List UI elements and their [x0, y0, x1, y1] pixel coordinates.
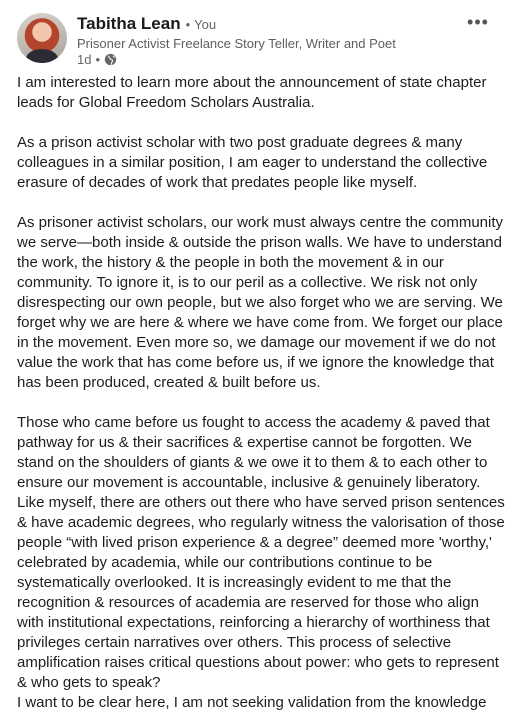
post-text-line: pathway for us & their sacrifices & expertise cannot be forgotten. We — [17, 434, 472, 451]
post-text-line: Those who came before us fought to access the academy & paved that — [17, 414, 490, 431]
post-text-line: ensure our movement is accountable, inclusive & genuinely liberatory. — [17, 474, 481, 491]
post-text-line: people “with lived prison experience & a degree” deemed more 'worthy,' — [17, 534, 492, 551]
post-text-line: As a prison activist scholar with two post graduate degrees & many — [17, 134, 463, 151]
post-text-line: & have academic degrees, who regularly witness the valorisation of those — [17, 514, 505, 531]
post-text-line: disrespecting our own people, but we also forget who we are serving. We — [17, 294, 503, 311]
post-body — [17, 73, 505, 714]
post-text-line: & who gets to speak? — [17, 674, 161, 691]
post-paragraph — [17, 693, 497, 713]
author-avatar[interactable] — [17, 13, 67, 63]
post-text-line: we serve—both inside & outside the prison walls. We have to understand — [17, 234, 502, 251]
post-meta — [77, 52, 117, 67]
post-text-line: has been produced, created & built before us. — [17, 374, 321, 391]
post-text-line: erasure of decades of work that predates people like myself. — [17, 174, 418, 191]
post-text-line: As prisoner activist scholars, our work must always centre the community — [17, 214, 503, 231]
post-text-line: the work, the history & the people in both the movement & in our — [17, 254, 444, 271]
author-name[interactable]: Tabitha Lean — [77, 14, 181, 33]
post-text-line: leads for Global Freedom Scholars Australia. — [17, 94, 315, 111]
author-separator: • — [185, 17, 191, 32]
post-text-line: with institutional expectations, reinforcing a hierarchy of worthiness that — [17, 614, 490, 631]
post-text-line: I want to be clear here, I am not seeking validation from the knowledge — [17, 694, 487, 711]
post-text-line: celebrated by academia, while our contributions continue to be — [17, 554, 433, 571]
author-headline: Prisoner Activist Freelance Story Teller, Writer and Poet — [77, 36, 396, 51]
post-text-line: I am interested to learn more about the announcement of state chapter — [17, 74, 487, 91]
post-text-line: in the movement. Even more so, we damage our movement if we do not — [17, 334, 496, 351]
post-text-line: systematically overlooked. It is increasingly evident to me that the — [17, 574, 452, 591]
post-paragraph — [17, 133, 497, 193]
post-text-line: recognition & resources of academia are reserved for those who align — [17, 594, 479, 611]
globe-icon — [104, 53, 117, 66]
post-text-line: stand on the shoulders of giants & we owe it to them & to each other to — [17, 454, 488, 471]
post-paragraph — [17, 73, 497, 113]
meta-separator: • — [95, 52, 101, 67]
author-line — [77, 14, 216, 34]
post-text-line: colleagues in a similar position, I am eager to understand the collective — [17, 154, 488, 171]
more-options-button[interactable]: ••• — [467, 11, 489, 32]
post-text-line: amplification raises critical questions about power: who gets to represent — [17, 654, 499, 671]
post-text-line: privileges certain narratives over others. This process of selective — [17, 634, 452, 651]
post-text-line: forget why we are here & where we have come from. We forget our place — [17, 314, 503, 331]
post-text-line: value the work that has come before us, if we ignore the knowledge that — [17, 354, 494, 371]
post-paragraph — [17, 213, 503, 393]
post-paragraph — [17, 413, 505, 693]
post-timestamp: 1d — [77, 52, 92, 67]
post-text-line: Like myself, there are others out there who have served prison sentences — [17, 494, 505, 511]
post-header — [0, 0, 510, 72]
post-text-line: community. To ignore it, is to our peril as a collective. We risk not only — [17, 274, 478, 291]
author-you-badge: You — [194, 17, 217, 32]
